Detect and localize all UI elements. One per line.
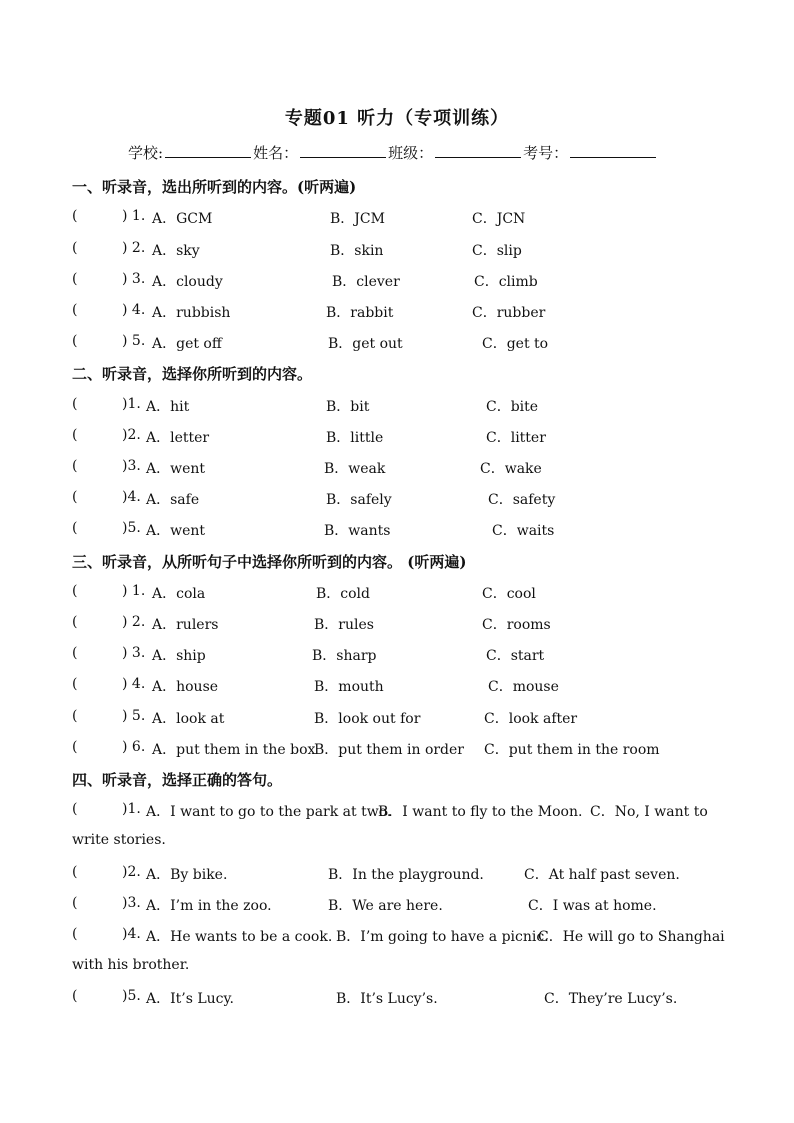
- option-c: C．They’re Lucy’s.: [544, 991, 678, 1007]
- question-number: )3.: [122, 895, 141, 911]
- number-blank[interactable]: [570, 143, 656, 158]
- option-b: B．wants: [324, 523, 391, 539]
- question-row: [72, 427, 752, 447]
- answer-paren[interactable]: (: [72, 801, 78, 817]
- option-a: A．It’s Lucy.: [146, 991, 235, 1007]
- section-1-heading: 一、听录音，选出所听到的内容。(听两遍): [72, 178, 357, 196]
- page-title: 专题01 听力（专项训练）: [284, 108, 510, 129]
- option-a: A．rubbish: [152, 305, 231, 321]
- option-a: A．get off: [152, 336, 222, 352]
- answer-paren[interactable]: (: [72, 645, 78, 661]
- option-c: C．climb: [474, 274, 538, 290]
- answer-paren[interactable]: (: [72, 396, 78, 412]
- question-number: )4.: [122, 926, 141, 942]
- question-number: ) 5.: [122, 708, 146, 724]
- question-row: [72, 489, 752, 509]
- question-row: [72, 583, 752, 603]
- option-a: A．went: [146, 523, 206, 539]
- option-a: A．GCM: [152, 211, 213, 227]
- option-a: A．ship: [152, 648, 206, 664]
- student-info-line: [128, 142, 658, 163]
- option-b: B．skin: [330, 243, 384, 259]
- question-row: [72, 895, 752, 915]
- answer-paren[interactable]: (: [72, 614, 78, 630]
- question-row: [72, 739, 752, 759]
- question-row: [72, 801, 752, 821]
- answer-paren[interactable]: (: [72, 333, 78, 349]
- name-blank[interactable]: [300, 143, 386, 158]
- option-a: A．put them in the box: [152, 742, 316, 758]
- option-b: B．In the playground.: [328, 867, 484, 883]
- option-b: B．mouth: [314, 679, 384, 695]
- answer-paren[interactable]: (: [72, 676, 78, 692]
- question-number: ) 4.: [122, 302, 146, 318]
- answer-paren[interactable]: (: [72, 864, 78, 880]
- option-b: B．I want to fly to the Moon.: [378, 804, 583, 820]
- answer-paren[interactable]: (: [72, 926, 78, 942]
- answer-paren[interactable]: (: [72, 427, 78, 443]
- option-c: C．wake: [480, 461, 542, 477]
- option-b: B．JCM: [330, 211, 385, 227]
- option-b: B．We are here.: [328, 898, 443, 914]
- option-c: C．waits: [492, 523, 555, 539]
- option-c: C．look after: [484, 711, 578, 727]
- class-label: 班级：: [388, 144, 434, 162]
- question-number: ) 6.: [122, 739, 146, 755]
- option-b: B．rabbit: [326, 305, 394, 321]
- answer-paren[interactable]: (: [72, 520, 78, 536]
- question-number: )5.: [122, 520, 141, 536]
- option-a: A．went: [146, 461, 206, 477]
- question-number: ) 5.: [122, 333, 146, 349]
- question-row: [72, 676, 752, 696]
- question-row: [72, 302, 752, 322]
- question-number: )1.: [122, 801, 141, 817]
- question-number: )4.: [122, 489, 141, 505]
- option-b: B．little: [326, 430, 384, 446]
- question-row: [72, 864, 752, 884]
- number-label: 考号：: [523, 144, 569, 162]
- question-row: [72, 926, 752, 946]
- option-c: C．He will go to Shanghai: [538, 929, 725, 945]
- question-number: ) 1.: [122, 583, 146, 599]
- answer-paren[interactable]: (: [72, 208, 78, 224]
- option-c: C．I was at home.: [528, 898, 657, 914]
- option-c: C．slip: [472, 243, 522, 259]
- question-row: [72, 240, 752, 260]
- option-c: C．litter: [486, 430, 546, 446]
- option-b: B．look out for: [314, 711, 421, 727]
- option-c-continued: write stories.: [72, 832, 166, 848]
- option-a: A．He wants to be a cook.: [146, 929, 333, 945]
- option-b: B．clever: [332, 274, 400, 290]
- question-row: [72, 208, 752, 228]
- question-row: [72, 645, 752, 665]
- option-c: C．start: [486, 648, 545, 664]
- section-2-heading: 二、听录音，选择你所听到的内容。: [72, 365, 313, 383]
- option-b: B．It’s Lucy’s.: [336, 991, 438, 1007]
- option-c: C．mouse: [488, 679, 559, 695]
- option-b: B．safely: [326, 492, 392, 508]
- option-a: A．I want to go to the park at two.: [146, 804, 392, 820]
- option-a: A．rulers: [152, 617, 219, 633]
- question-number: ) 1.: [122, 208, 146, 224]
- section-3-heading: 三、听录音，从所听句子中选择你所听到的内容。 (听两遍): [72, 553, 467, 571]
- question-row: [72, 396, 752, 416]
- name-label: 姓名：: [253, 144, 299, 162]
- option-c: C．JCN: [472, 211, 526, 227]
- option-a: A．house: [152, 679, 219, 695]
- answer-paren[interactable]: (: [72, 583, 78, 599]
- school-label: 学校:: [128, 144, 164, 162]
- option-a: A．By bike.: [146, 867, 228, 883]
- question-number: )5.: [122, 988, 141, 1004]
- answer-paren[interactable]: (: [72, 458, 78, 474]
- question-row: [72, 614, 752, 634]
- answer-paren[interactable]: (: [72, 271, 78, 287]
- option-a: A．cloudy: [152, 274, 223, 290]
- answer-paren[interactable]: (: [72, 739, 78, 755]
- question-number: ) 4.: [122, 676, 146, 692]
- option-c: C．No, I want to: [590, 804, 708, 820]
- class-blank[interactable]: [435, 143, 521, 158]
- answer-paren[interactable]: (: [72, 302, 78, 318]
- option-c-continued: with his brother.: [72, 957, 190, 973]
- question-number: ) 2.: [122, 614, 146, 630]
- question-row: [72, 708, 752, 728]
- option-b: B．weak: [324, 461, 386, 477]
- question-row: [72, 520, 752, 540]
- option-c: C．put them in the room: [484, 742, 660, 758]
- option-b: B．I’m going to have a picnic.: [336, 929, 549, 945]
- option-b: B．rules: [314, 617, 374, 633]
- question-row: [72, 988, 752, 1008]
- section-4-heading: 四、听录音，选择正确的答句。: [72, 771, 283, 789]
- option-c: C．rooms: [482, 617, 551, 633]
- option-b: B．cold: [316, 586, 370, 602]
- question-number: )2.: [122, 427, 141, 443]
- answer-paren[interactable]: (: [72, 895, 78, 911]
- option-b: B．bit: [326, 399, 370, 415]
- option-c: C．get to: [482, 336, 549, 352]
- question-number: )3.: [122, 458, 141, 474]
- answer-paren[interactable]: (: [72, 708, 78, 724]
- option-c: C．safety: [488, 492, 556, 508]
- question-number: ) 3.: [122, 271, 146, 287]
- option-a: A．safe: [146, 492, 200, 508]
- question-number: )2.: [122, 864, 141, 880]
- option-a: A．cola: [152, 586, 206, 602]
- answer-paren[interactable]: (: [72, 489, 78, 505]
- question-number: ) 2.: [122, 240, 146, 256]
- option-c: C．bite: [486, 399, 539, 415]
- answer-paren[interactable]: (: [72, 240, 78, 256]
- option-a: A．sky: [152, 243, 200, 259]
- option-a: A．hit: [146, 399, 190, 415]
- question-row: [72, 333, 752, 353]
- answer-paren[interactable]: (: [72, 988, 78, 1004]
- option-b: B．sharp: [312, 648, 377, 664]
- question-number: ) 3.: [122, 645, 146, 661]
- option-c: C．At half past seven.: [524, 867, 680, 883]
- option-a: A．look at: [152, 711, 225, 727]
- option-b: B．get out: [328, 336, 403, 352]
- question-number: )1.: [122, 396, 141, 412]
- question-row: [72, 458, 752, 478]
- option-c: C．rubber: [472, 305, 546, 321]
- option-c: C．cool: [482, 586, 536, 602]
- option-a: A．letter: [146, 430, 210, 446]
- school-blank[interactable]: [165, 143, 251, 158]
- question-row: [72, 271, 752, 291]
- option-b: B．put them in order: [314, 742, 465, 758]
- option-a: A．I’m in the zoo.: [146, 898, 272, 914]
